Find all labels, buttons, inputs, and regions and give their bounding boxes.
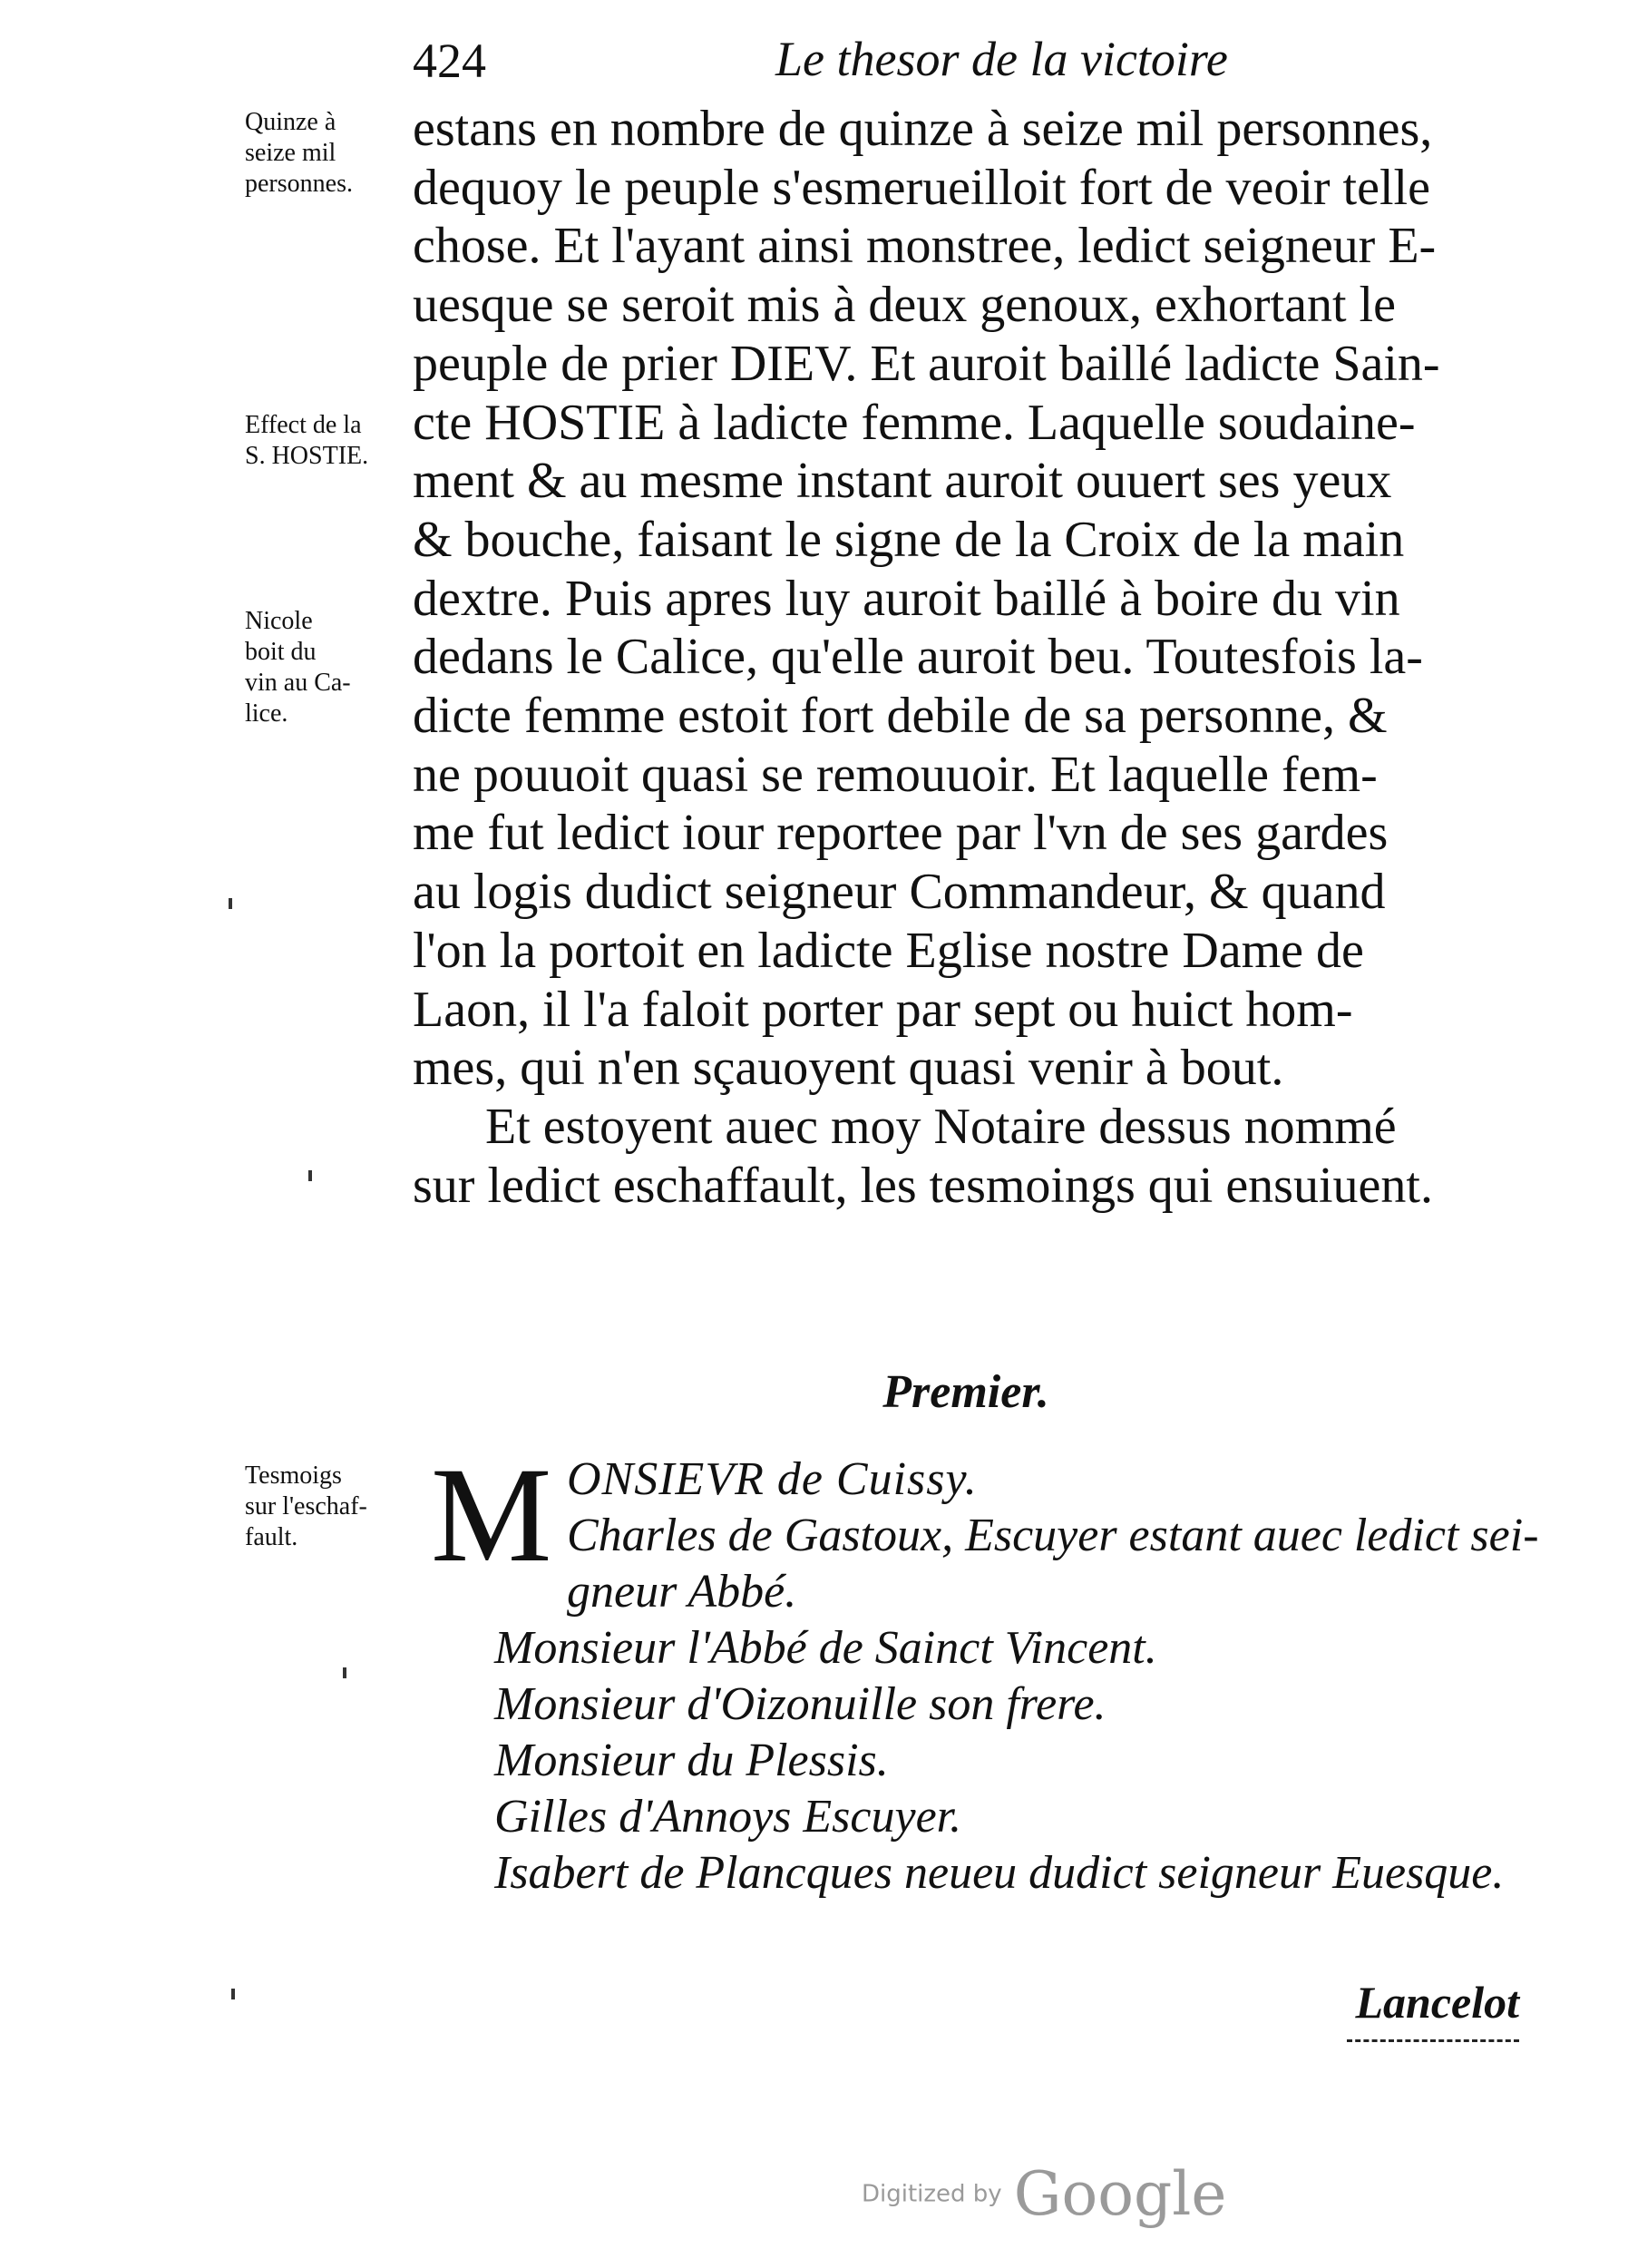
ink-speck xyxy=(231,1989,235,1999)
witness-entry: Isabert de Plancques neueu dudict seigneur Euesque. xyxy=(494,1847,1505,1899)
page-number: 424 xyxy=(413,34,486,88)
witness-entry: ONSIEVR de Cuissy. xyxy=(567,1453,978,1505)
margin-note-quinze xyxy=(245,107,426,200)
margin-note-line: Nicole xyxy=(245,607,313,635)
text-line: uesque se seroit mis à deux genoux, exhortant le xyxy=(413,277,1396,334)
margin-note-tesmoings xyxy=(245,1461,426,1553)
margin-note-line: seize mil xyxy=(245,139,336,167)
section-heading: Premier. xyxy=(882,1366,1049,1418)
text-line: & bouche, faisant le signe de la Croix de la main xyxy=(413,511,1405,568)
margin-note-nicole xyxy=(245,606,426,729)
ink-speck xyxy=(229,898,232,909)
text-line: sur ledict eschaffault, les tesmoings qui ensuiuent. xyxy=(413,1157,1433,1214)
text-line: ment & au mesme instant auroit ouuert ses yeux xyxy=(413,453,1392,510)
witness-entry: Charles de Gastoux, Escuyer estant auec ledict sei- xyxy=(567,1510,1539,1561)
margin-note-line: Tesmoigs xyxy=(245,1461,342,1490)
margin-note-effect xyxy=(245,410,426,472)
digitized-by-watermark xyxy=(862,2159,1226,2232)
margin-note-line: boit du xyxy=(245,638,317,666)
witness-entry: Monsieur d'Oizonuille son frere. xyxy=(494,1678,1106,1730)
text-line: dequoy le peuple s'esmerueilloit fort de veoir telle xyxy=(413,159,1430,216)
running-head xyxy=(0,25,1628,98)
witness-entry: Monsieur l'Abbé de Sainct Vincent. xyxy=(494,1622,1157,1674)
text-line: estans en nombre de quinze à seize mil personnes, xyxy=(413,101,1433,157)
ink-speck xyxy=(343,1667,346,1678)
text-line: peuple de prier DIEV. Et auroit baillé ladicte Sain- xyxy=(413,335,1440,392)
google-logo: Google xyxy=(1013,2159,1227,2229)
text-line: cte HOSTIE à ladicte femme. Laquelle soudaine- xyxy=(413,394,1416,451)
catchword-rule xyxy=(1347,2039,1519,2042)
margin-note-line: Quinze à xyxy=(245,108,336,136)
margin-note-line: fault. xyxy=(245,1523,298,1551)
text-line: Et estoyent auec moy Notaire dessus nommé xyxy=(485,1098,1397,1155)
witness-list xyxy=(494,1452,1539,1901)
text-line: l'on la portoit en ladicte Eglise nostre Dame de xyxy=(413,922,1364,979)
margin-note-line: vin au Ca- xyxy=(245,669,351,697)
text-line: dicte femme estoit fort debile de sa personne, & xyxy=(413,688,1388,745)
text-line: dedans le Calice, qu'elle auroit beu. Toutesfois la- xyxy=(413,629,1423,686)
witness-entry: gneur Abbé. xyxy=(567,1566,797,1618)
text-line: Laon, il l'a faloit porter par sept ou huict hom- xyxy=(413,981,1353,1038)
text-line: ne pouuoit quasi se remouuoir. Et laquelle fem- xyxy=(413,746,1378,803)
text-line: au logis dudict seigneur Commandeur, & quand xyxy=(413,864,1386,921)
witness-entry: Gilles d'Annoys Escuyer. xyxy=(494,1791,962,1843)
text-line: mes, qui n'en sçauoyent quasi venir à bout. xyxy=(413,1040,1284,1097)
ink-speck xyxy=(308,1170,312,1181)
margin-note-line: Effect de la xyxy=(245,411,362,439)
margin-note-line: lice. xyxy=(245,699,288,728)
digitized-by-label: Digitized by xyxy=(862,2180,1002,2208)
running-title: Le thesor de la victoire xyxy=(775,32,1228,86)
margin-note-line: S. HOSTIE. xyxy=(245,442,369,470)
body-text xyxy=(413,100,1519,1215)
text-line: me fut ledict iour reportee par l'vn de ses gardes xyxy=(413,805,1389,862)
margin-note-line: sur l'eschaf- xyxy=(245,1492,367,1520)
catchword: Lancelot xyxy=(1355,1977,1519,2028)
margin-note-line: personnes. xyxy=(245,170,353,198)
text-line: chose. Et l'ayant ainsi monstree, ledict seigneur E- xyxy=(413,218,1437,275)
drop-cap: M xyxy=(431,1440,552,1590)
text-line: dextre. Puis apres luy auroit baillé à boire du vin xyxy=(413,570,1400,627)
witness-entry: Monsieur du Plessis. xyxy=(494,1735,889,1786)
